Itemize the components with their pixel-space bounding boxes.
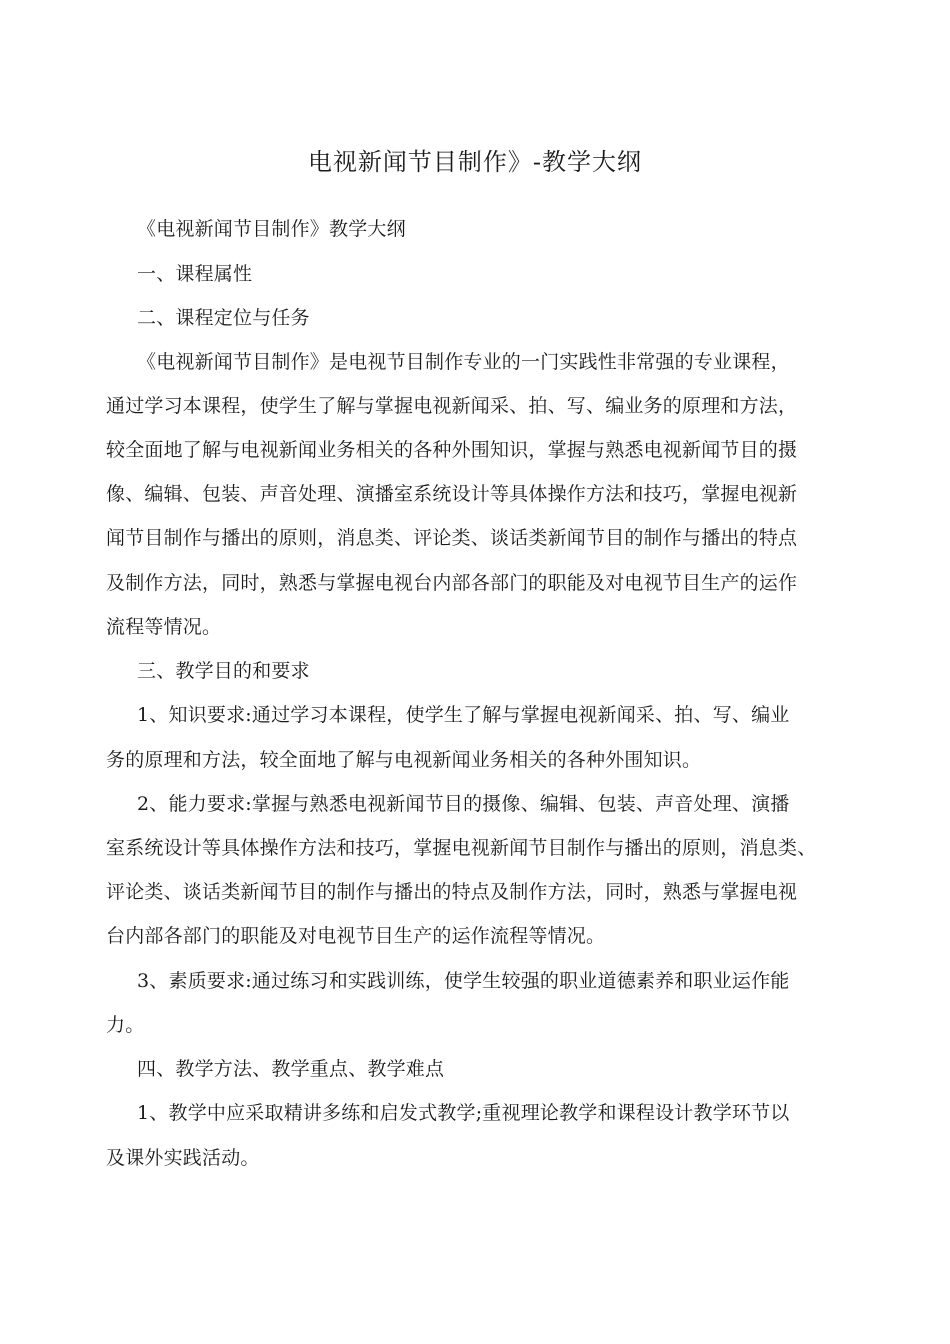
paragraph-line: 务的原理和方法，较全面地了解与电视新闻业务相关的各种外围知识。: [106, 749, 702, 771]
document-title: 电视新闻节目制作》-教学大纲: [307, 148, 643, 176]
paragraph-line: 1、教学中应采取精讲多练和启发式教学;重视理论教学和课程设计教学环节以: [137, 1102, 790, 1124]
paragraph-line: 3、素质要求:通过练习和实践训练，使学生较强的职业道德素养和职业运作能: [137, 970, 790, 992]
paragraph-line: 流程等情况。: [106, 616, 222, 638]
section-heading-1: 一、课程属性: [137, 263, 253, 285]
paragraph-line: 及课外实践活动。: [106, 1147, 260, 1169]
paragraph-line: 《电视新闻节目制作》是电视节目制作专业的一门实践性非常强的专业课程，: [137, 351, 790, 373]
subtitle-line: 《电视新闻节目制作》教学大纲: [137, 218, 406, 240]
paragraph-line: 力。: [106, 1014, 145, 1036]
paragraph-line: 闻节目制作与播出的原则，消息类、评论类、谈话类新闻节目的制作与播出的特点: [106, 527, 798, 549]
section-heading-2: 二、课程定位与任务: [137, 307, 310, 329]
paragraph-line: 2、能力要求:掌握与熟悉电视新闻节目的摄像、编辑、包装、声音处理、演播: [137, 793, 790, 815]
paragraph-line: 室系统设计等具体操作方法和技巧，掌握电视新闻节目制作与播出的原则，消息类、: [106, 837, 817, 859]
paragraph-line: 台内部各部门的职能及对电视节目生产的运作流程等情况。: [106, 925, 606, 947]
section-heading-4: 四、教学方法、教学重点、教学难点: [137, 1058, 445, 1080]
paragraph-line: 评论类、谈话类新闻节目的制作与播出的特点及制作方法，同时，熟悉与掌握电视: [106, 881, 798, 903]
paragraph-line: 及制作方法，同时，熟悉与掌握电视台内部各部门的职能及对电视节目生产的运作: [106, 572, 798, 594]
paragraph-line: 像、编辑、包装、声音处理、演播室系统设计等具体操作方法和技巧，掌握电视新: [106, 483, 798, 505]
paragraph-line: 通过学习本课程，使学生了解与掌握电视新闻采、拍、写、编业务的原理和方法，: [106, 395, 798, 417]
paragraph-line: 1、知识要求:通过学习本课程，使学生了解与掌握电视新闻采、拍、写、编业: [137, 704, 790, 726]
section-heading-3: 三、教学目的和要求: [137, 660, 310, 682]
paragraph-line: 较全面地了解与电视新闻业务相关的各种外围知识，掌握与熟悉电视新闻节目的摄: [106, 439, 798, 461]
